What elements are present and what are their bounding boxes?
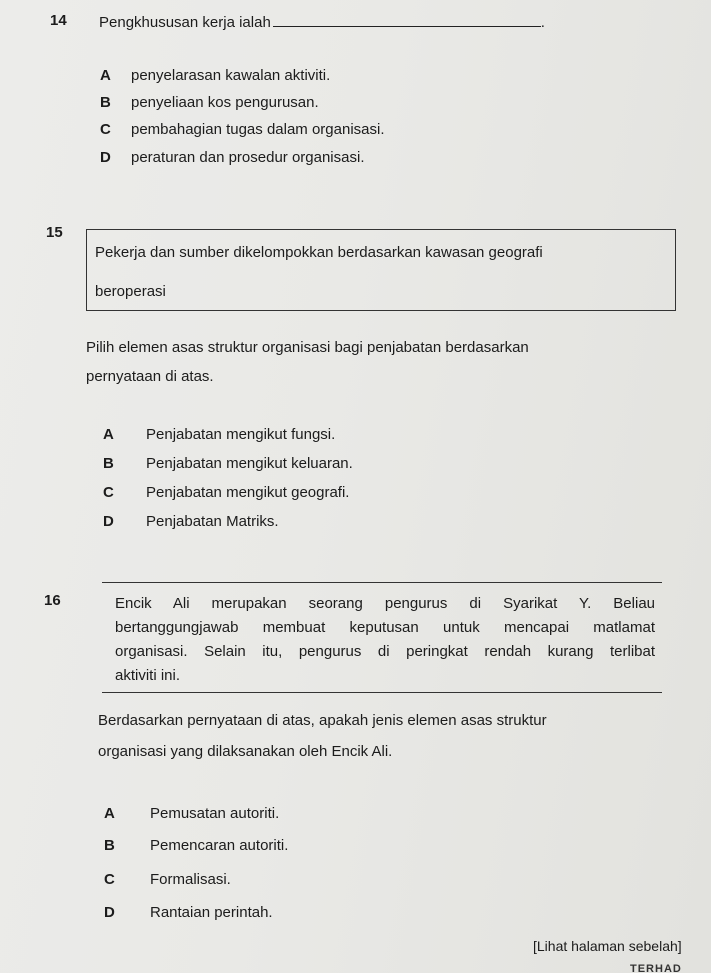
q14-option-a-letter: A xyxy=(100,67,111,84)
q14-option-c-letter: C xyxy=(100,121,111,138)
question-14-stem-text: Pengkhususan kerja ialah xyxy=(99,14,271,31)
q16-question-line-2: organisasi yang dilaksanakan oleh Encik Ali. xyxy=(98,743,393,760)
answer-blank xyxy=(273,12,541,27)
question-15-number: 15 xyxy=(46,224,63,241)
q15-question-line-2: pernyataan di atas. xyxy=(86,368,214,385)
q16-option-d-letter: D xyxy=(104,904,115,921)
q15-option-b-letter: B xyxy=(103,455,114,472)
q14-option-a-text: penyelarasan kawalan aktiviti. xyxy=(131,67,331,84)
q15-option-c-letter: C xyxy=(103,484,114,501)
q14-option-b-text: penyeliaan kos pengurusan. xyxy=(131,94,319,111)
q15-option-a-text: Penjabatan mengikut fungsi. xyxy=(146,426,336,443)
q15-box-line-2: beroperasi xyxy=(95,283,166,300)
q16-option-b-letter: B xyxy=(104,837,115,854)
q15-option-a-letter: A xyxy=(103,426,114,443)
q15-question-line-1: Pilih elemen asas struktur organisasi bagi penjabatan berdasarkan xyxy=(86,339,529,356)
q14-option-d-text: peraturan dan prosedur organisasi. xyxy=(131,149,365,166)
page-bottom-text: TERHAD xyxy=(630,963,682,973)
question-15-statement-box xyxy=(86,229,676,311)
q15-option-d-letter: D xyxy=(103,513,114,530)
question-14-stem xyxy=(99,12,545,31)
q14-option-b-letter: B xyxy=(100,94,111,111)
q16-option-b-text: Pemencaran autoriti. xyxy=(150,837,289,854)
q16-option-d-text: Rantaian perintah. xyxy=(150,904,273,921)
q15-box-line-1: Pekerja dan sumber dikelompokkan berdasarkan kawasan geografi xyxy=(95,244,543,261)
q16-option-c-text: Formalisasi. xyxy=(150,871,231,888)
q16-box-line-1: Encik Ali merupakan seorang pengurus di Syarikat Y. Beliau xyxy=(115,595,655,612)
q16-question-line-1: Berdasarkan pernyataan di atas, apakah jenis elemen asas struktur xyxy=(98,712,547,729)
q16-option-c-letter: C xyxy=(104,871,115,888)
q14-option-d-letter: D xyxy=(100,149,111,166)
q16-option-a-letter: A xyxy=(104,805,115,822)
q16-box-line-4: aktiviti ini. xyxy=(115,667,181,684)
q16-box-line-2: bertanggungjawab membuat keputusan untuk mencapai matlamat xyxy=(115,619,655,636)
q16-option-a-text: Pemusatan autoriti. xyxy=(150,805,280,822)
q14-option-c-text: pembahagian tugas dalam organisasi. xyxy=(131,121,385,138)
question-16-number: 16 xyxy=(44,592,61,609)
question-14-end-mark: . xyxy=(540,14,545,31)
q15-option-c-text: Penjabatan mengikut geografi. xyxy=(146,484,350,501)
question-14-number: 14 xyxy=(50,12,67,29)
q15-option-d-text: Penjabatan Matriks. xyxy=(146,513,279,530)
next-page-note: [Lihat halaman sebelah] xyxy=(533,938,682,954)
q15-option-b-text: Penjabatan mengikut keluaran. xyxy=(146,455,353,472)
q16-box-line-3: organisasi. Selain itu, pengurus di peringkat rendah kurang terlibat xyxy=(115,643,655,660)
